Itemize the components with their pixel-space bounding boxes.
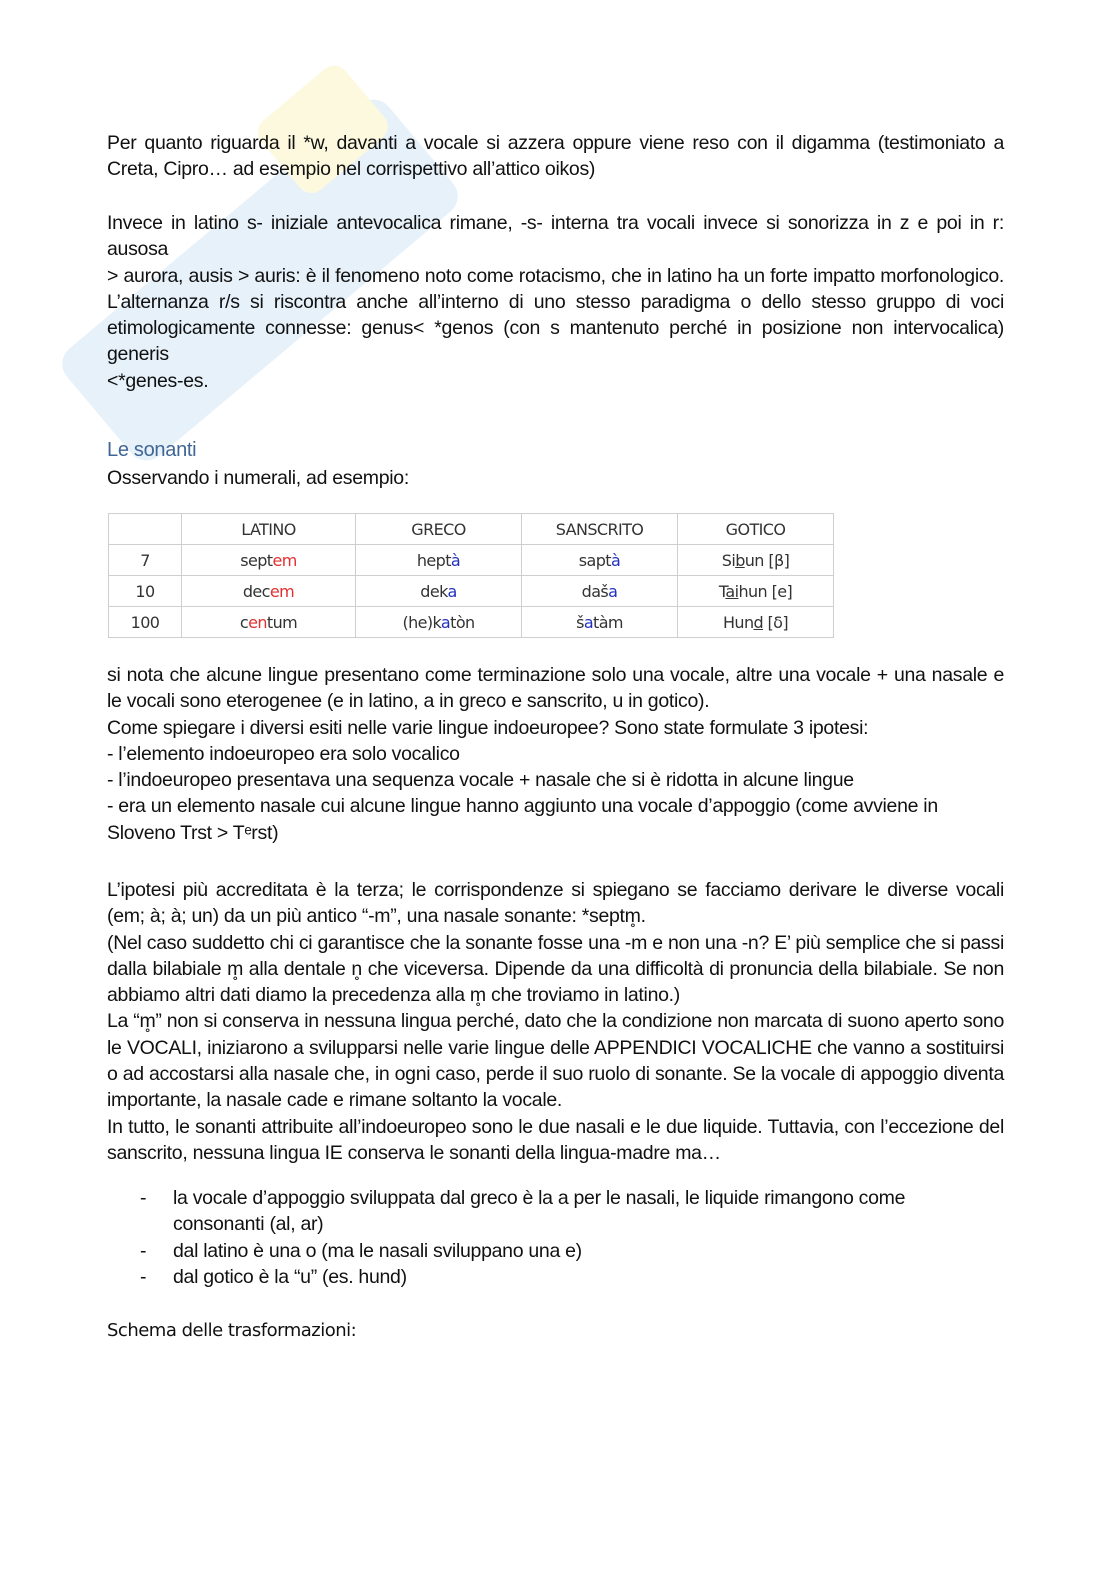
cell-text: daš xyxy=(581,581,609,601)
cell-text: d xyxy=(753,612,764,632)
hypothesis-1: - l’elemento indoeuropeo era solo vocalico xyxy=(107,742,460,765)
text-line: (Nel caso suddetto chi ci garantisce che la sonante fosse una -m e non una -n? E’ più semplice che si passi dalla bilabiale m̥ alla dentale n̥ che viceversa. Dipende da una difficoltà di pronuncia della bilabiale. Se non abbiamo altri dati diamo la precedenza alla m̥ che troviamo in latino.) xyxy=(107,931,1004,1007)
gotico-cell xyxy=(678,576,834,607)
text-line: Come spiegare i diversi esiti nelle varie lingue indoeuropee? Sono state formulate 3 ipotesi: xyxy=(107,716,869,739)
text-line: <*genes-es. xyxy=(107,369,209,392)
header-cell: LATINO xyxy=(182,514,356,545)
cell-text: en xyxy=(248,612,267,632)
text-line: In tutto, le sonanti attribuite all’indoeuropeo sono le due nasali e le due liquide. Tuttavia, con l’eccezione del sanscrito, nessuna lingua IE conserva le sonanti della lingua-madre ma… xyxy=(107,1115,1004,1164)
sanscrito-cell xyxy=(522,607,678,638)
table-header-row xyxy=(109,514,834,545)
text-line: L’ipotesi più accreditata è la terza; le corrispondenze si spiegano se facciamo derivare le diverse vocali (em; à; à; un) da un più antico “-m”, una nasale sonante: *septm̥. xyxy=(107,879,1004,928)
cell-text: hun [e] xyxy=(738,581,793,601)
greco-cell xyxy=(356,545,522,576)
body-text xyxy=(107,662,1004,846)
cell-text: Si xyxy=(721,550,736,570)
numeral-cell: 10 xyxy=(109,576,182,607)
sanscrito-cell xyxy=(522,576,678,607)
text-line: si nota che alcune lingue presentano come terminazione solo una vocale, altre una vocale + una nasale e le vocali sono eterogenee (e in latino, a in greco e sanscrito, u in gotico). xyxy=(107,664,1004,713)
paragraph-digamma: Per quanto riguarda il *w, davanti a vocale si azzera oppure viene reso con il digamma (testimoniato a Creta, Cipro… ad esempio nel corrispettivo all’attico oikos) xyxy=(107,132,1004,181)
cell-text: sept xyxy=(240,550,273,570)
cell-text: c xyxy=(239,612,249,632)
table-row xyxy=(109,607,834,638)
bullet-list xyxy=(107,1185,967,1290)
cell-text: [δ] xyxy=(763,612,789,632)
list-item: - dal gotico è la “u” (es. hund) xyxy=(107,1264,967,1290)
cell-text: em xyxy=(269,581,295,601)
latino-cell xyxy=(182,545,356,576)
paragraph-rotacismo xyxy=(107,210,1004,394)
table-row xyxy=(109,576,834,607)
latino-cell xyxy=(182,607,356,638)
cell-text: un [β] xyxy=(744,550,790,570)
cell-text: a xyxy=(608,581,618,601)
header-cell xyxy=(109,514,182,545)
cell-text: (he)k xyxy=(402,612,441,632)
cell-text: Hun xyxy=(722,612,754,632)
gotico-cell xyxy=(678,607,834,638)
cell-text: dek xyxy=(420,581,448,601)
cell-text: T xyxy=(718,581,726,601)
numerals-table xyxy=(108,513,834,638)
cell-text: š xyxy=(576,612,584,632)
cell-text: b xyxy=(735,550,745,570)
hypothesis-2: - l’indoeuropeo presentava una sequenza vocale + nasale che si è ridotta in alcune lingue xyxy=(107,769,854,792)
cell-text: a xyxy=(440,612,451,632)
greco-cell xyxy=(356,576,522,607)
gotico-cell xyxy=(678,545,834,576)
sanscrito-cell xyxy=(522,545,678,576)
cell-text: hept xyxy=(416,550,451,570)
cell-text: a xyxy=(447,581,457,601)
list-item: - la vocale d’appoggio sviluppata dal greco è la a per le nasali, le liquide rimangono come consonanti (al, ar) xyxy=(107,1185,967,1238)
intro-text: Osservando i numerali, ad esempio: xyxy=(107,467,409,489)
cell-text: tum xyxy=(266,612,298,632)
cell-text: tòn xyxy=(450,612,475,632)
cell-text: sapt xyxy=(578,550,611,570)
greco-cell xyxy=(356,607,522,638)
hypothesis-3: - era un elemento nasale cui alcune lingue hanno aggiunto una vocale d’appoggio (come avviene in Sloveno Trst > Tᵉrst) xyxy=(107,795,938,844)
numeral-cell: 7 xyxy=(109,545,182,576)
cell-text: a xyxy=(583,612,594,632)
header-cell: GOTICO xyxy=(678,514,834,545)
cell-text: em xyxy=(272,550,297,570)
cell-text: dec xyxy=(242,581,270,601)
text-line: > aurora, ausis > auris: è il fenomeno noto come rotacismo, che in latino ha un forte impatto morfonologico. L’alternanza r/s si riscontra anche all’interno di uno stesso paradigma o dello stesso gruppo di voci etimologicamente connesse: genus< *genos (con s mantenuto perché in posizione non intervocalica) generis xyxy=(107,264,1004,366)
cell-text: à xyxy=(450,550,461,570)
table-row xyxy=(109,545,834,576)
schema-heading: Schema delle trasformazioni: xyxy=(107,1320,357,1341)
text-line: La “m̥” non si conserva in nessuna lingua perché, dato che la condizione non marcata di suono aperto sono le VOCALI, iniziarono a svilupparsi nelle varie lingue delle APPENDICI VOCALICHE che vanno a sostituirsi o ad accostarsi alla nasale che, in ogni caso, perde il suo ruolo di sonante. Se la vocale di appoggio diventa importante, la nasale cade e rimane soltanto la vocale. xyxy=(107,1010,1004,1112)
body-text-2 xyxy=(107,877,1004,1166)
header-cell: GRECO xyxy=(356,514,522,545)
list-item: - dal latino è una o (ma le nasali sviluppano una e) xyxy=(107,1238,967,1264)
cell-text: ai xyxy=(725,581,739,601)
text-line: Invece in latino s- iniziale antevocalica rimane, -s- interna tra vocali invece si sonorizza in z e poi in r: ausosa xyxy=(107,212,1004,261)
cell-text: à xyxy=(610,550,621,570)
numeral-cell: 100 xyxy=(109,607,182,638)
latino-cell xyxy=(182,576,356,607)
header-cell: SANSCRITO xyxy=(522,514,678,545)
cell-text: tàm xyxy=(593,612,623,632)
section-heading: Le sonanti xyxy=(107,439,197,461)
